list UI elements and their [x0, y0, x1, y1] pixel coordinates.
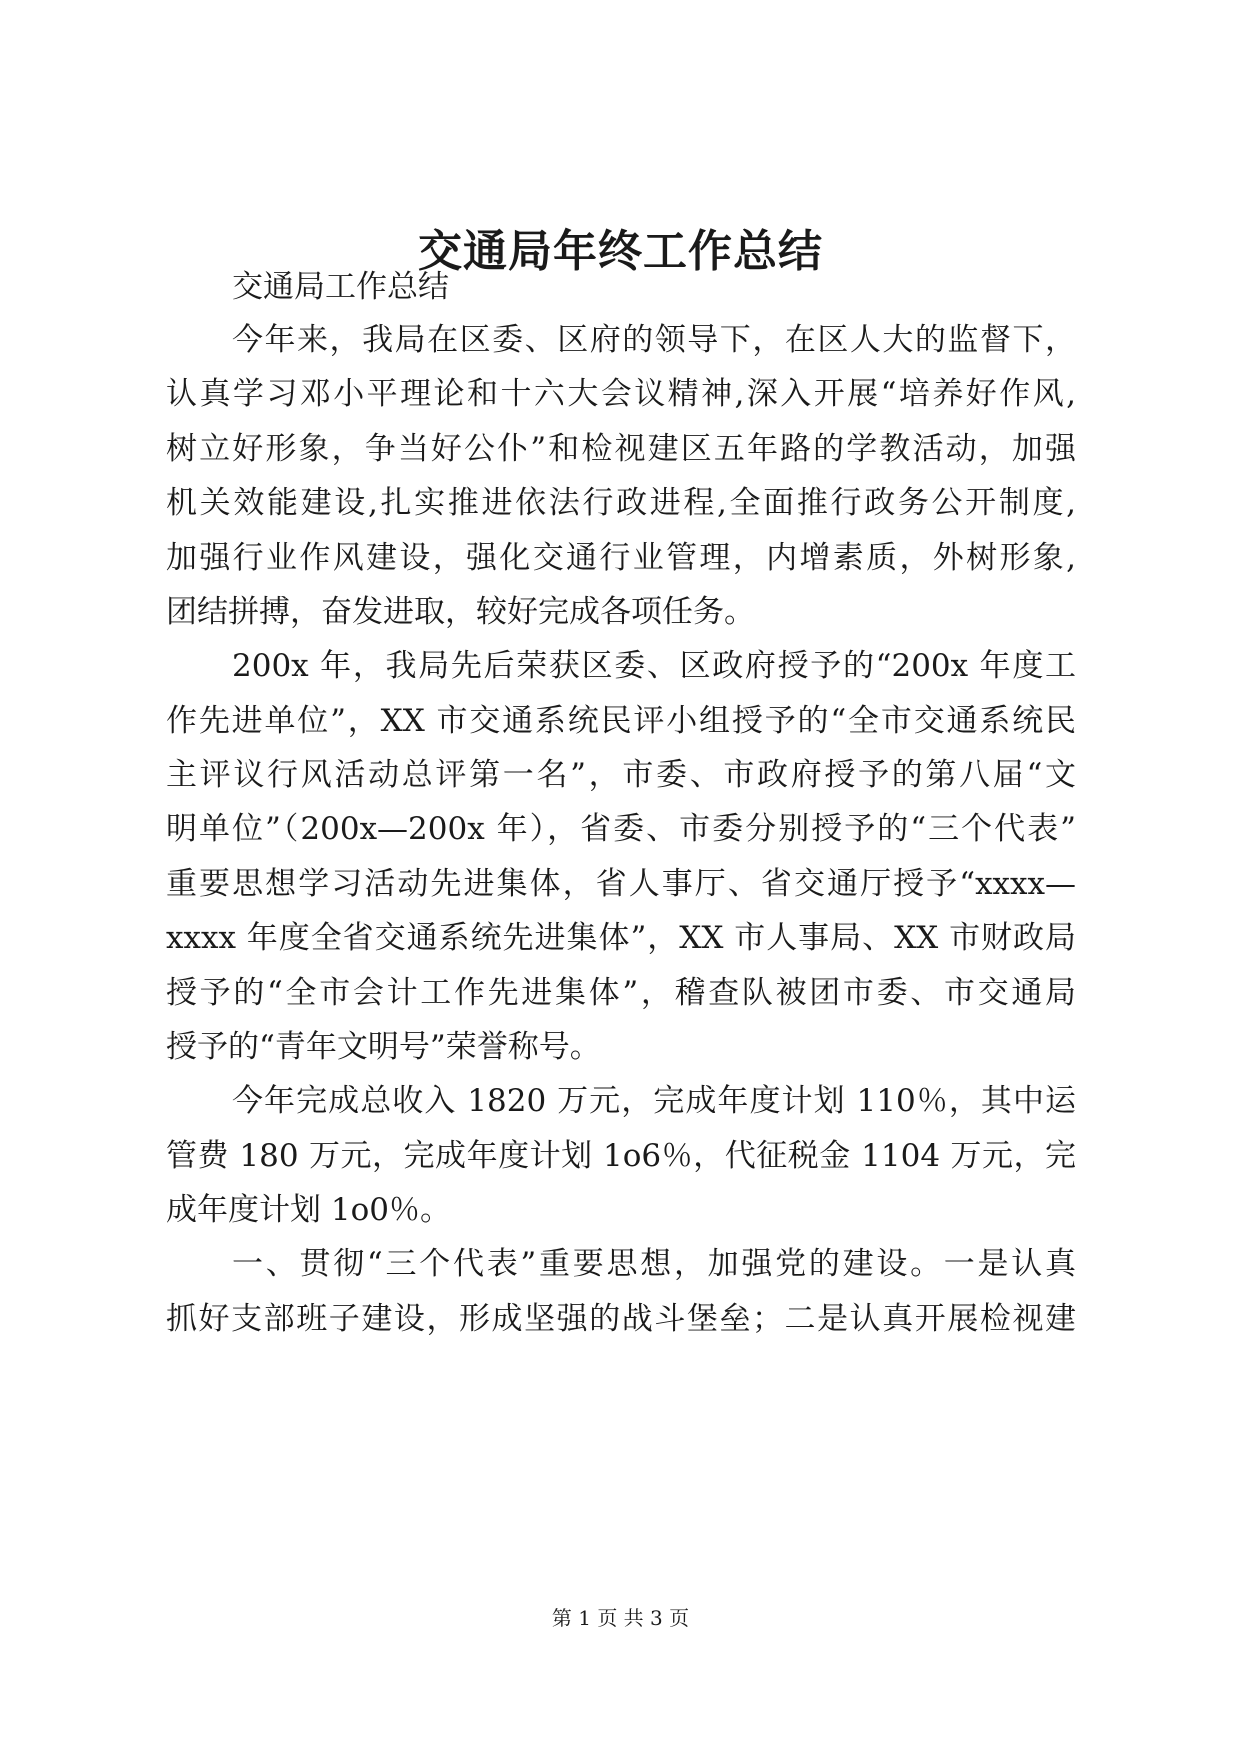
paragraph-line: 今年完成总收入 1820 万元，完成年度计划 110％，其中运	[232, 1083, 1076, 1119]
paragraph-line: 今年来，我局在区委、区府的领导下，在区人大的监督下，	[232, 322, 1076, 358]
paragraph-line: 主评议行风活动总评第一名”，市委、市政府授予的第八届“文	[166, 757, 1076, 793]
paragraph-line: 认真学习邓小平理论和十六大会议精神,深入开展“培养好作风,	[166, 376, 1076, 412]
paragraph-line: 抓好支部班子建设，形成坚强的战斗堡垒；二是认真开展检视建	[166, 1301, 1076, 1337]
paragraph-line: 明单位”（200x—200x 年），省委、市委分别授予的“三个代表”	[166, 811, 1076, 847]
paragraph-line: 成年度计划 1o0％。	[166, 1192, 451, 1228]
paragraph-line: 200x 年，我局先后荣获区委、区政府授予的“200x 年度工	[232, 648, 1076, 684]
paragraph-line: xxxx 年度全省交通系统先进集体”，XX 市人事局、XX 市财政局	[166, 920, 1076, 956]
paragraph-line: 授予的“青年文明号”荣誉称号。	[166, 1029, 601, 1065]
paragraph-line: 重要思想学习活动先进集体，省人事厅、省交通厅授予“xxxx—	[166, 866, 1076, 902]
document-title: 交通局年终工作总结	[418, 226, 823, 277]
paragraph-line: 作先进单位”，XX 市交通系统民评小组授予的“全市交通系统民	[166, 703, 1076, 739]
paragraph-line: 授予的“全市会计工作先进集体”，稽查队被团市委、市交通局	[166, 975, 1076, 1011]
paragraph-line: 团结拼搏，奋发进取，较好完成各项任务。	[166, 594, 755, 630]
subtitle-line: 交通局工作总结	[232, 269, 449, 305]
paragraph-line: 机关效能建设,扎实推进依法行政进程,全面推行政务公开制度,	[166, 485, 1076, 521]
paragraph-line: 加强行业作风建设，强化交通行业管理，内增素质，外树形象,	[166, 540, 1076, 576]
paragraph-line: 树立好形象，争当好公仆”和检视建区五年路的学教活动，加强	[166, 431, 1076, 467]
paragraph-line: 一、贯彻“三个代表”重要思想，加强党的建设。一是认真	[232, 1246, 1076, 1282]
page-number-footer: 第 1 页 共 3 页	[551, 1606, 690, 1630]
paragraph-line: 管费 180 万元，完成年度计划 1o6％，代征税金 1104 万元，完	[166, 1138, 1076, 1174]
